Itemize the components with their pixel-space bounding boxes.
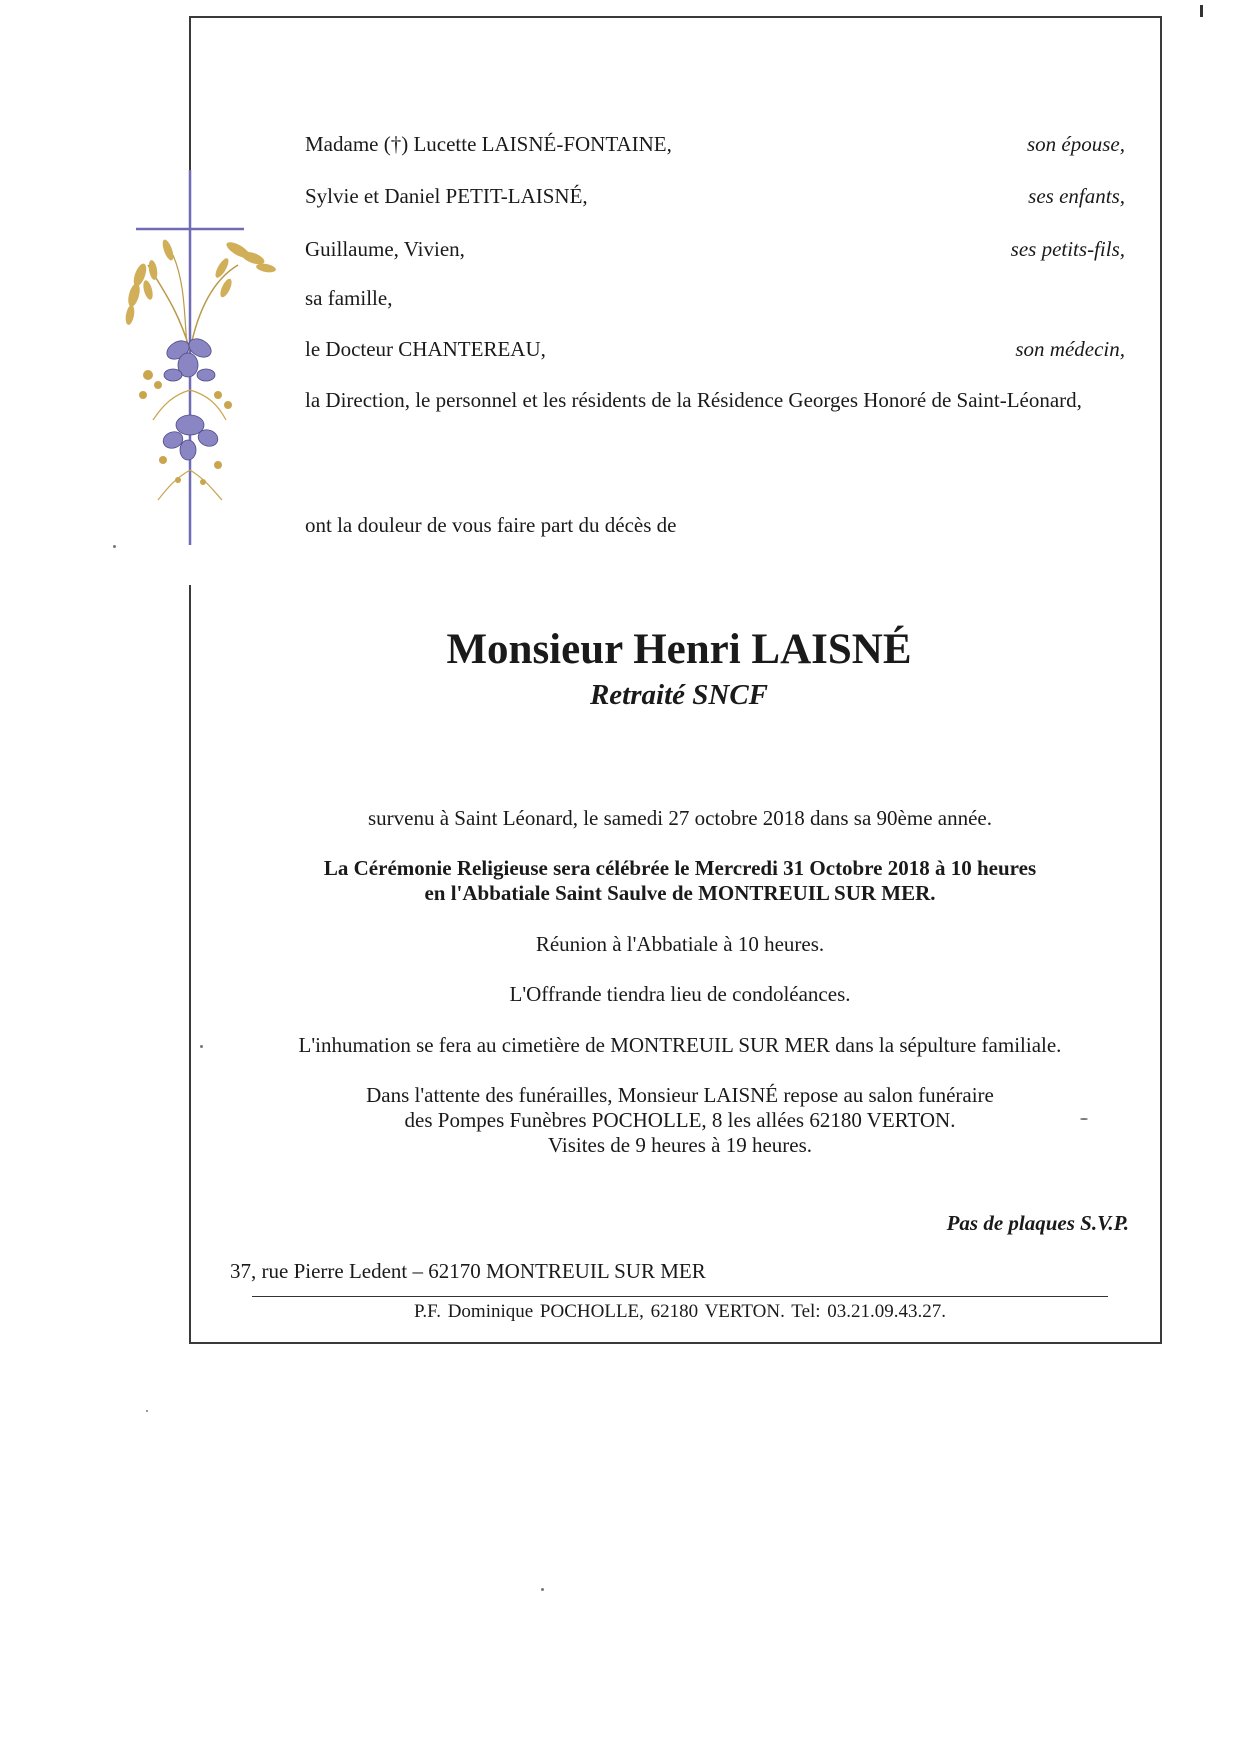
cross-with-wheat-and-flowers-ornament-icon: [118, 170, 278, 550]
family-relation: ses enfants,: [1028, 184, 1125, 208]
scan-speck: [146, 1410, 148, 1412]
family-name: le Docteur CHANTEREAU,: [305, 337, 546, 361]
viewing-line: Dans l'attente des funérailles, Monsieur LAISNÉ repose au salon funéraire: [366, 1083, 994, 1107]
family-name: Madame (†) Lucette LAISNÉ-FONTAINE,: [305, 132, 672, 156]
scan-speck: [113, 545, 116, 548]
deceased-name: Monsieur Henri LAISNÉ: [446, 626, 912, 673]
scan-speck: [541, 1588, 544, 1591]
family-name: Guillaume, Vivien,: [305, 237, 465, 261]
family-name: Sylvie et Daniel PETIT-LAISNÉ,: [305, 184, 588, 208]
ceremony-line: La Cérémonie Religieuse sera célébrée le Mercredi 31 Octobre 2018 à 10 heures: [323, 856, 1037, 880]
burial-text: L'inhumation se fera au cimetière de MONTREUIL SUR MER dans la sépulture familiale.: [298, 1033, 1062, 1057]
family-name: sa famille,: [305, 286, 393, 310]
intro-text: ont la douleur de vous faire part du décès de: [305, 513, 677, 537]
family-address: 37, rue Pierre Ledent – 62170 MONTREUIL SUR MER: [230, 1259, 706, 1283]
viewing-line: Visites de 9 heures à 19 heures.: [547, 1133, 813, 1157]
death-notice: survenu à Saint Léonard, le samedi 27 octobre 2018 dans sa 90ème année.: [368, 806, 992, 830]
deceased-occupation: Retraité SNCF: [589, 679, 769, 711]
funeral-home-footer: P.F. Dominique POCHOLLE, 62180 VERTON. Tel: 03.21.09.43.27.: [413, 1301, 947, 1322]
meeting-text: Réunion à l'Abbatiale à 10 heures.: [535, 932, 825, 956]
scan-speck: [1080, 1118, 1088, 1120]
frame-gap: [184, 545, 196, 585]
family-name: la Direction, le personnel et les résidents de la Résidence Georges Honoré de Saint-Léonard,: [305, 388, 1082, 412]
scan-speck: [200, 1045, 203, 1048]
family-relation: son médecin,: [1015, 337, 1125, 361]
ceremony-line: en l'Abbatiale Saint Saulve de MONTREUIL SUR MER.: [424, 881, 936, 905]
family-relation: son épouse,: [1027, 132, 1125, 156]
scan-mark: [1200, 5, 1203, 17]
family-relation: ses petits-fils,: [1010, 237, 1125, 261]
offering-text: L'Offrande tiendra lieu de condoléances.: [509, 982, 851, 1006]
no-plaques-note: Pas de plaques S.V.P.: [946, 1211, 1129, 1235]
viewing-line: des Pompes Funèbres POCHOLLE, 8 les allées 62180 VERTON.: [404, 1108, 956, 1132]
footer-divider: [252, 1296, 1108, 1297]
